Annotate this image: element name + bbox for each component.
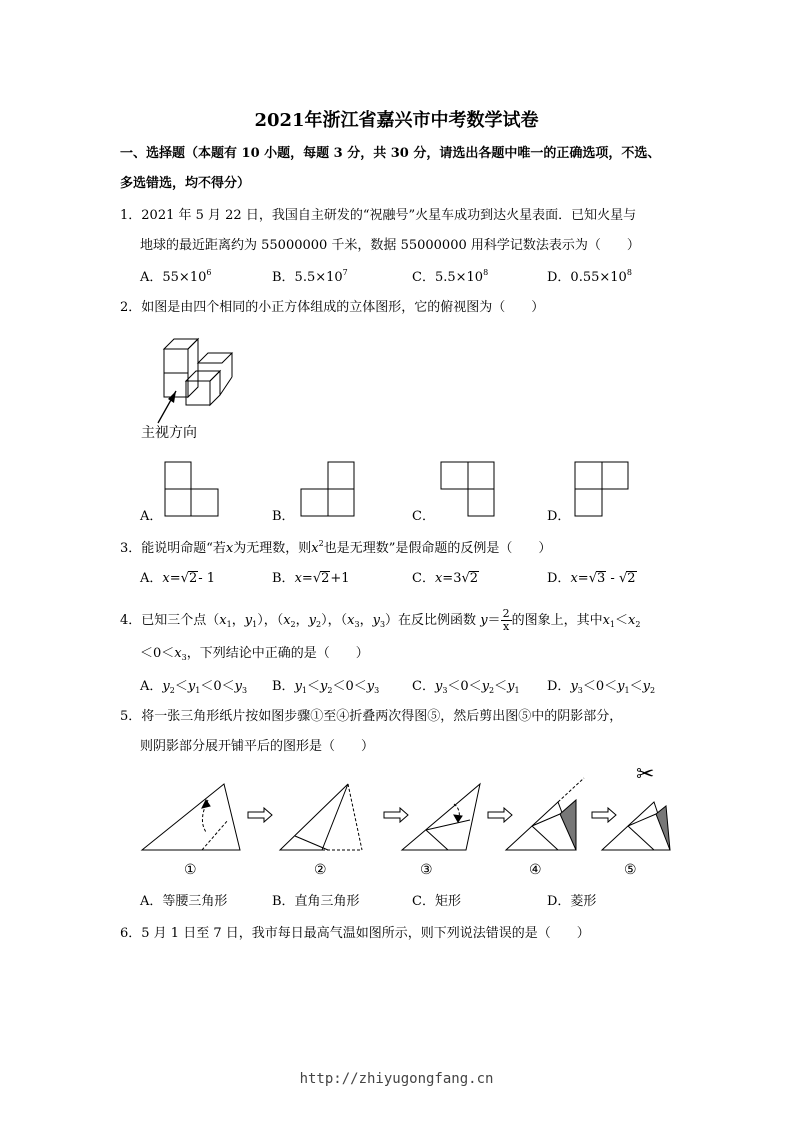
q1-option-b: B．$5.5\times 10^7$ <box>272 268 348 285</box>
q2-option-c-label: C． <box>412 509 435 524</box>
footer-url[interactable]: http://zhiyugongfang.cn <box>299 1071 494 1087</box>
fraction-2-over-x: $\frac{2}{x}$ <box>502 607 510 633</box>
q5-option-d: D．菱形 <box>547 894 597 909</box>
question-4-line2: $<0<x_3$，下列结论中正确的是（ ） <box>140 646 369 662</box>
arrow-right-icon <box>248 808 272 822</box>
q4-option-b: B．$y_1<y_2<0<y_3$ <box>272 679 380 695</box>
shaded-region <box>560 800 576 850</box>
question-6-text: 6．5 月 1 日至 7 日，我市每日最高气温如图所示，则下列说法错误的是（ ） <box>120 926 590 941</box>
q3-option-c: C．x=3√2 <box>412 571 479 586</box>
question-5-line2: 则阴影部分展开铺平后的图形是（ ） <box>140 739 375 754</box>
q4-option-a: A．$y_2<y_1<0<y_3$ <box>140 679 248 695</box>
fold-step-1-label: ① <box>184 862 197 878</box>
q2-option-d-label: D． <box>547 509 571 524</box>
q3-option-a: A．x=√2- 1 <box>140 571 216 586</box>
folding-steps-figure <box>140 770 680 880</box>
q2-option-d-figure <box>574 461 630 517</box>
fold-step-2 <box>280 784 362 850</box>
section-heading-line1: 一、选择题（本题有 10 小题，每题 3 分，共 30 分，请选出各题中唯一的正确选项，不选、 <box>120 146 661 161</box>
q4-option-d: D．$y_3<0<y_1<y_2$ <box>547 679 656 695</box>
q3-option-d: D．x=√3 - √2 <box>547 571 636 586</box>
scissors-icon: ✂ <box>636 762 655 787</box>
q5-option-c: C．矩形 <box>412 894 461 909</box>
q2-option-b-figure <box>300 461 356 517</box>
arrow-right-icon <box>488 808 512 822</box>
q5-option-a: A．等腰三角形 <box>140 894 228 909</box>
view-direction-arrow <box>158 391 176 423</box>
q2-option-c-figure <box>440 461 496 517</box>
fold-step-4 <box>506 778 584 850</box>
fold-step-5-label: ⑤ <box>624 862 637 878</box>
section-heading-line2: 多选错选，均不得分） <box>120 176 251 191</box>
question-3-text: 3．能说明命题“若x为无理数，则$x^2$也是无理数”是假命题的反例是（ ） <box>120 539 552 556</box>
q1-option-d: D．$0.55\times 10^8$ <box>547 268 632 285</box>
question-5-line1: 5．将一张三角形纸片按如图步骤①至④折叠两次得图⑤，然后剪出图⑤中的阴影部分， <box>120 709 623 724</box>
fold-step-3 <box>402 784 480 850</box>
q2-option-a-label: A． <box>140 509 163 524</box>
arrow-right-icon <box>592 808 616 822</box>
q3-option-b: B．x=√2+1 <box>272 571 350 586</box>
q2-option-b-label: B． <box>272 509 295 524</box>
q2-option-a-figure <box>164 461 220 517</box>
question-2-text: 2．如图是由四个相同的小正方体组成的立体图形，它的俯视图为（ ） <box>120 300 545 315</box>
q5-option-b: B．直角三角形 <box>272 894 360 909</box>
fold-step-2-label: ② <box>314 862 327 878</box>
question-1-line1: 1．2021 年 5 月 22 日，我国自主研发的“祝融号”火星车成功到达火星表面．已知火星与 <box>120 208 637 223</box>
page-title: 2021年浙江省嘉兴市中考数学试卷 <box>254 110 539 131</box>
fold-step-3-label: ③ <box>420 862 433 878</box>
shaded-region <box>656 806 670 850</box>
question-4-line1: 4．已知三个点（$x_1$，$y_1$），（$x_2$，$y_2$），（$x_3$，$y_3$）在反比例函数 y＝ $\frac{2}{x}$ 的图象上，其中$x_1<x_2$ <box>120 607 641 633</box>
fold-step-5 <box>602 802 670 850</box>
q4-option-c: C．$y_3<0<y_2<y_1$ <box>412 679 520 695</box>
fold-step-1 <box>142 784 240 850</box>
fold-step-4-label: ④ <box>529 862 542 878</box>
view-direction-caption: 主视方向 <box>141 425 197 441</box>
q1-option-c: C．$5.5\times 10^8$ <box>412 268 489 285</box>
arrow-right-icon <box>384 808 408 822</box>
q1-option-a: A．$55\times 10^6$ <box>140 268 212 285</box>
question-1-line2: 地球的最近距离约为 55000000 千米，数据 55000000 用科学记数法表示为（ ） <box>140 238 640 253</box>
